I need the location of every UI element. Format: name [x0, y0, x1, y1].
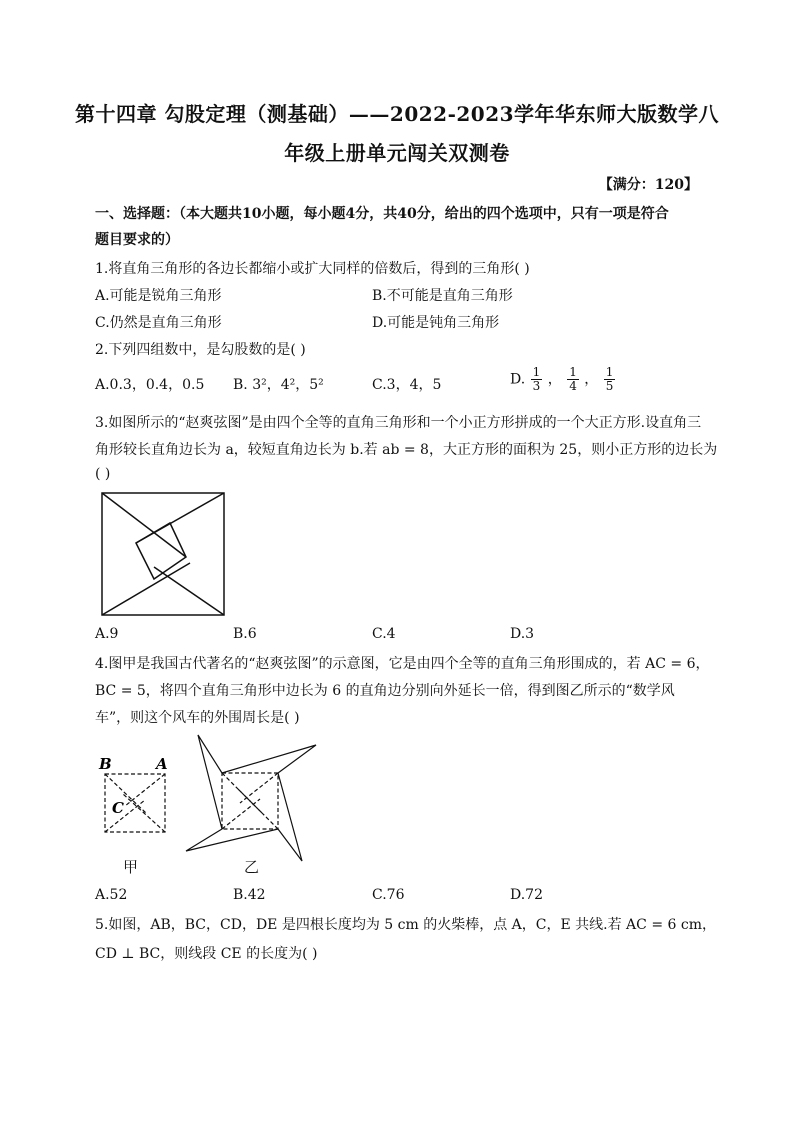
caption-yi: 乙	[244, 858, 260, 876]
fraction-numerator: 1	[532, 365, 541, 379]
fraction-denominator: 3	[532, 379, 541, 393]
question-3-option-a: A.9	[95, 626, 119, 642]
outer-square	[102, 493, 224, 615]
windmill-blade	[278, 773, 302, 861]
question-1-option-a: A.可能是锐角三角形	[95, 288, 222, 304]
figure-jia	[95, 752, 175, 837]
caption-jia: 甲	[123, 858, 139, 876]
question-4-stem-line-2: BC = 5，将四个直角三角形中边长为 6 的直角边分别向外延长一倍，得到图乙所示的“数学风	[95, 683, 675, 699]
question-1-option-c: C.仍然是直角三角形	[95, 315, 222, 331]
fraction-numerator: 1	[605, 365, 614, 379]
triangle-edge	[105, 800, 145, 832]
question-4-stem-line-3: 车”，则这个风车的外围周长是( )	[95, 710, 300, 726]
question-5-stem-line-2: CD ⊥ BC，则线段 CE 的长度为( )	[95, 946, 318, 962]
triangle-edge	[154, 567, 224, 615]
fraction-one-third	[531, 366, 543, 393]
windmill-blade	[198, 735, 222, 829]
question-3-stem-line-3: ( )	[95, 466, 111, 482]
fraction-numerator: 1	[569, 365, 577, 379]
question-1-stem: 1.将直角三角形的各边长都缩小或扩大同样的倍数后，得到的三角形( )	[95, 261, 530, 277]
question-4-option-d: D.72	[510, 887, 543, 903]
question-5-stem-line-1: 5.如图，AB，BC，CD，DE 是四根长度均为 5 cm 的火柴棒，点 A，C，E 共线.若 AC = 6 cm，	[95, 917, 716, 933]
question-3-option-c: C.4	[372, 626, 396, 642]
figure-yi-math-windmill	[182, 733, 322, 863]
triangle-edge	[123, 794, 165, 832]
section-heading-line-2: 题目要求的）	[95, 232, 179, 248]
point-label-a: A	[156, 755, 168, 773]
triangle-edge	[102, 493, 186, 557]
question-4-option-b: B.42	[233, 887, 266, 903]
fraction-denominator: 4	[569, 379, 577, 393]
question-2-option-c: C.3，4，5	[372, 377, 442, 393]
question-2-option-a: A.0.3，0.4，0.5	[95, 377, 205, 393]
windmill-blade	[186, 829, 278, 851]
question-3-stem-line-1: 3.如图所示的“赵爽弦图”是由四个全等的直角三角形和一个小正方形拼成的一个大正方形.设直角三	[95, 415, 702, 431]
question-2-option-d	[510, 366, 616, 393]
fraction-denominator: 5	[605, 379, 614, 393]
question-1-option-d: D.可能是钝角三角形	[372, 315, 500, 331]
windmill-blade	[222, 745, 316, 773]
fraction-one-fourth	[567, 366, 579, 393]
question-4-option-c: C.76	[372, 887, 405, 903]
page-title-line-1: 第十四章 勾股定理（测基础）——2022-2023学年华东师大版数学八	[74, 102, 720, 126]
point-label-c: C	[112, 799, 124, 817]
total-score: 【满分：120】	[598, 177, 698, 193]
triangle-edge	[102, 563, 190, 615]
triangle-edge	[222, 799, 260, 829]
triangle-edge	[238, 789, 278, 829]
question-3-stem-line-2: 角形较长直角边长为 a，较短直角边长为 b.若 ab = 8，大正方形的面积为 25，则小正方形的边长为	[95, 442, 718, 458]
question-4-option-a: A.52	[95, 887, 128, 903]
fraction-one-fifth	[604, 366, 616, 393]
zhao-shuang-diagram-figure	[100, 491, 226, 617]
question-4-stem-line-1: 4.图甲是我国古代著名的“赵爽弦图”的示意图，它是由四个全等的直角三角形围成的，若 AC = 6，	[95, 656, 710, 672]
fraction-separator: ，	[584, 371, 599, 388]
section-heading-line-1: 一、选择题：（本大题共10小题，每小题4分，共40分，给出的四个选项中，只有一项是符合	[95, 206, 669, 222]
option-d-prefix: D.	[510, 371, 526, 388]
question-3-option-d: D.3	[510, 626, 535, 642]
triangle-edge	[240, 773, 278, 803]
question-1-option-b: B.不可能是直角三角形	[372, 288, 513, 304]
question-3-option-b: B.6	[233, 626, 257, 642]
point-label-b: B	[99, 755, 112, 773]
question-2-option-b: B. 3²，4²，5²	[233, 377, 324, 393]
question-2-stem: 2.下列四组数中，是勾股数的是( )	[95, 342, 306, 358]
page-title-line-2: 年级上册单元闯关双测卷	[284, 141, 510, 165]
fraction-separator: ，	[547, 371, 562, 388]
